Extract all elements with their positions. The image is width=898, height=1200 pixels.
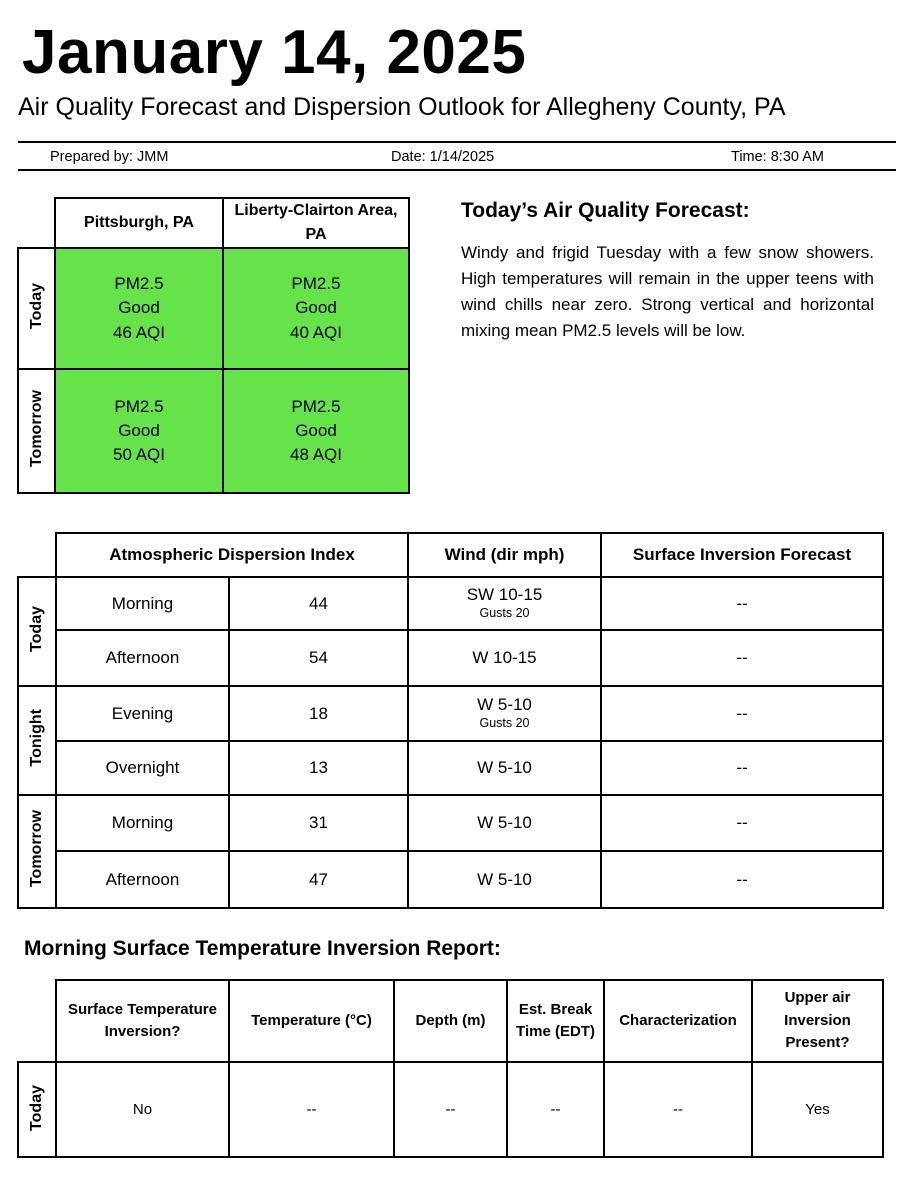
period-cell: Morning bbox=[56, 577, 229, 630]
dispersion-index-header: Atmospheric Dispersion Index bbox=[56, 533, 408, 577]
temperature-header: Temperature (°C) bbox=[229, 980, 394, 1062]
wind-cell: SW 10-15 Gusts 20 bbox=[408, 577, 601, 630]
upper-air-inversion-value: Yes bbox=[752, 1062, 883, 1157]
dispersion-index-cell: 31 bbox=[229, 795, 408, 851]
dispersion-index-cell: 18 bbox=[229, 686, 408, 741]
gusts-note: Gusts 20 bbox=[479, 716, 530, 731]
period-cell: Afternoon bbox=[56, 851, 229, 908]
wind-cell: W 5-10 bbox=[408, 741, 601, 795]
period-cell: Evening bbox=[56, 686, 229, 741]
wind-cell: W 5-10 bbox=[408, 851, 601, 908]
aq-row-label-today: Today bbox=[18, 248, 55, 369]
aq-cell-tomorrow-pittsburgh: PM2.5 Good 50 AQI bbox=[55, 369, 223, 493]
inversion-cell: -- bbox=[601, 686, 883, 741]
dispersion-index-cell: 44 bbox=[229, 577, 408, 630]
dispersion-index-cell: 47 bbox=[229, 851, 408, 908]
inversion-cell: -- bbox=[601, 741, 883, 795]
aq-cell-tomorrow-liberty-clairton: PM2.5 Good 48 AQI bbox=[223, 369, 409, 493]
upper-air-inversion-header: Upper air Inversion Present? bbox=[752, 980, 883, 1062]
report-date: Date: 1/14/2025 bbox=[391, 149, 495, 165]
forecast-title: Today’s Air Quality Forecast: bbox=[461, 199, 750, 222]
dispersion-index-cell: 13 bbox=[229, 741, 408, 795]
inversion-row-label-today: Today bbox=[18, 1062, 56, 1157]
break-time-header: Est. Break Time (EDT) bbox=[507, 980, 604, 1062]
wind-cell: W 10-15 bbox=[408, 630, 601, 686]
aq-column-liberty-clairton: Liberty-Clairton Area, PA bbox=[223, 198, 409, 248]
inversion-cell: -- bbox=[601, 577, 883, 630]
report-time: Time: 8:30 AM bbox=[731, 149, 824, 165]
surface-inversion-header: Surface Inversion Forecast bbox=[601, 533, 883, 577]
dispersion-group-label-today: Today bbox=[18, 577, 56, 686]
depth-value: -- bbox=[394, 1062, 507, 1157]
page-subtitle: Air Quality Forecast and Dispersion Outlook for Allegheny County, PA bbox=[18, 93, 786, 121]
depth-header: Depth (m) bbox=[394, 980, 507, 1062]
aq-cell-today-liberty-clairton: PM2.5 Good 40 AQI bbox=[223, 248, 409, 369]
dispersion-table bbox=[17, 532, 884, 909]
period-cell: Overnight bbox=[56, 741, 229, 795]
inversion-cell: -- bbox=[601, 851, 883, 908]
characterization-header: Characterization bbox=[604, 980, 752, 1062]
prepared-info-bar bbox=[18, 141, 896, 171]
gusts-note: Gusts 20 bbox=[479, 606, 530, 621]
empty-corner bbox=[18, 533, 56, 577]
surface-inversion-question-header: Surface Temperature Inversion? bbox=[56, 980, 229, 1062]
inversion-report-table bbox=[17, 979, 884, 1158]
period-cell: Afternoon bbox=[56, 630, 229, 686]
inversion-cell: -- bbox=[601, 630, 883, 686]
wind-header: Wind (dir mph) bbox=[408, 533, 601, 577]
period-cell: Morning bbox=[56, 795, 229, 851]
dispersion-index-cell: 54 bbox=[229, 630, 408, 686]
dispersion-group-label-tonight: Tonight bbox=[18, 686, 56, 795]
break-time-value: -- bbox=[507, 1062, 604, 1157]
wind-cell: W 5-10 Gusts 20 bbox=[408, 686, 601, 741]
aq-cell-today-pittsburgh: PM2.5 Good 46 AQI bbox=[55, 248, 223, 369]
aq-row-label-tomorrow: Tomorrow bbox=[18, 369, 55, 493]
aq-column-pittsburgh: Pittsburgh, PA bbox=[55, 198, 223, 248]
empty-corner bbox=[18, 198, 55, 248]
air-quality-table bbox=[17, 197, 410, 494]
dispersion-group-label-tomorrow: Tomorrow bbox=[18, 795, 56, 908]
temperature-value: -- bbox=[229, 1062, 394, 1157]
forecast-text: Windy and frigid Tuesday with a few snow showers. High temperatures will remain in the upper teens with wind chills near zero. Strong vertical and horizontal mixing mean PM2.5 levels will be low. bbox=[461, 243, 874, 340]
page-title: January 14, 2025 bbox=[22, 18, 527, 87]
prepared-by: Prepared by: JMM bbox=[50, 149, 169, 165]
inversion-cell: -- bbox=[601, 795, 883, 851]
inversion-report-title: Morning Surface Temperature Inversion Report: bbox=[24, 937, 501, 960]
characterization-value: -- bbox=[604, 1062, 752, 1157]
wind-cell: W 5-10 bbox=[408, 795, 601, 851]
empty-corner bbox=[18, 980, 56, 1062]
surface-inversion-value: No bbox=[56, 1062, 229, 1157]
